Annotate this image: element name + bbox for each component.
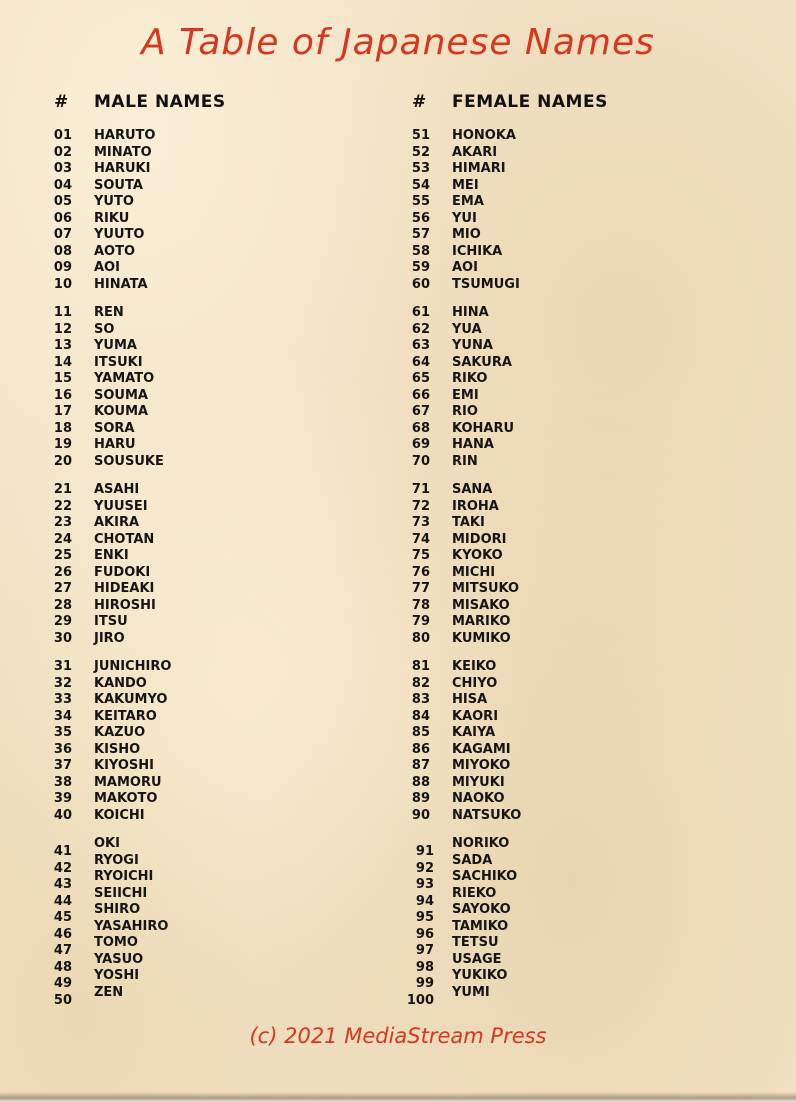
- name-number: 09: [53, 260, 72, 275]
- name-row: [38, 531, 155, 549]
- name-row: [38, 276, 148, 294]
- name-number: 55: [411, 194, 430, 209]
- name-text: MAMORU: [94, 774, 162, 790]
- name-number: 43: [53, 877, 72, 892]
- name-number: 04: [53, 177, 72, 193]
- name-number: 48: [53, 959, 72, 975]
- name-text: IROHA: [452, 498, 499, 514]
- name-row: [38, 548, 129, 565]
- name-text: HARUTO: [94, 128, 156, 143]
- name-row: [396, 675, 498, 693]
- name-row: [38, 354, 143, 372]
- name-row: [38, 305, 124, 322]
- name-row: [38, 161, 151, 178]
- name-number: 83: [411, 692, 430, 707]
- name-number: 20: [53, 453, 72, 469]
- name-number: 78: [411, 597, 430, 613]
- name-number: 56: [411, 210, 430, 226]
- name-row: [38, 482, 140, 499]
- name-row: [38, 260, 120, 277]
- female-group-4: [396, 659, 522, 824]
- name-number: 27: [53, 581, 72, 596]
- name-number: 28: [53, 597, 72, 613]
- name-text: YASAHIRO: [94, 918, 169, 934]
- name-number: 84: [411, 708, 430, 724]
- name-text: SOUMA: [94, 387, 148, 403]
- name-number: 18: [53, 420, 72, 436]
- name-number: 03: [53, 161, 72, 176]
- name-number: 73: [411, 515, 430, 530]
- copyright-footer: (c) 2021 MediaStream Press: [249, 1024, 547, 1048]
- name-text: SOUTA: [94, 177, 143, 193]
- name-text: ZEN: [94, 984, 124, 1000]
- name-text: YUNA: [452, 338, 493, 353]
- name-number: 68: [411, 420, 430, 436]
- name-text: RIEKO: [452, 885, 497, 901]
- name-text: MEI: [452, 177, 479, 193]
- name-text: SEIICHI: [94, 885, 148, 901]
- name-text: HISA: [452, 692, 488, 707]
- name-number: 91: [415, 844, 434, 859]
- name-text: ASAHI: [94, 482, 140, 497]
- male-group-4: [38, 659, 172, 824]
- name-text: KEIKO: [452, 659, 497, 674]
- name-row: [396, 371, 488, 388]
- name-number: 24: [53, 531, 72, 547]
- name-number: 32: [53, 675, 72, 691]
- name-row: [38, 128, 156, 145]
- name-number: 51: [411, 128, 430, 143]
- name-number: 26: [53, 564, 72, 580]
- name-row: [38, 177, 143, 195]
- name-number: 39: [53, 791, 72, 806]
- name-row: [396, 354, 512, 372]
- name-row: [38, 404, 149, 421]
- page-bottom-edge: [0, 1092, 796, 1102]
- name-number: 45: [53, 910, 72, 925]
- name-number: 22: [53, 498, 72, 514]
- name-number: 14: [53, 354, 72, 370]
- name-text: NORIKO: [452, 836, 510, 851]
- name-row: [396, 614, 511, 631]
- name-text: SACHIKO: [452, 869, 518, 884]
- name-number: 19: [53, 437, 72, 452]
- name-number: 54: [411, 177, 430, 193]
- name-row: [396, 243, 503, 261]
- name-row: [396, 708, 499, 726]
- name-row: [38, 453, 164, 471]
- name-row: [396, 194, 484, 211]
- name-row: [396, 531, 507, 549]
- name-row: [396, 321, 482, 339]
- name-row: [396, 161, 506, 178]
- name-row: [396, 564, 496, 582]
- name-text: HARUKI: [94, 161, 151, 176]
- name-text: RIKO: [452, 371, 488, 386]
- name-text: JIRO: [94, 630, 125, 646]
- name-number: 23: [53, 515, 72, 530]
- name-row: [38, 194, 134, 211]
- male-number-header: #: [54, 92, 69, 112]
- name-row: [396, 305, 489, 322]
- name-text: MIDORI: [452, 531, 507, 547]
- female-last-group-numbers: [400, 844, 434, 1009]
- name-text: YOSHI: [94, 968, 140, 983]
- name-text: KUMIKO: [452, 630, 511, 646]
- name-text: RYOGI: [94, 852, 139, 868]
- name-row: [38, 338, 137, 355]
- name-number: 02: [53, 144, 72, 160]
- name-row: [396, 758, 511, 775]
- name-row: [38, 630, 125, 648]
- name-number: 85: [411, 725, 430, 740]
- name-row: [396, 807, 522, 825]
- male-last-group-numbers: [38, 844, 72, 1009]
- name-number: 90: [411, 807, 430, 823]
- name-text: MARIKO: [452, 614, 511, 629]
- name-number: 33: [53, 692, 72, 707]
- name-text: ITSU: [94, 614, 128, 629]
- name-text: MINATO: [94, 144, 152, 160]
- name-number: 72: [411, 498, 430, 514]
- name-row: [396, 659, 497, 676]
- name-text: KAKUMYO: [94, 692, 168, 707]
- female-group-3: [396, 482, 520, 647]
- name-text: HARU: [94, 437, 136, 452]
- name-row: [396, 692, 488, 709]
- name-text: KOICHI: [94, 807, 145, 823]
- name-row: [38, 807, 145, 825]
- name-row: [38, 437, 136, 454]
- name-number: 58: [411, 243, 430, 259]
- name-row: [396, 227, 481, 244]
- name-number: 15: [53, 371, 72, 386]
- name-number: 69: [411, 437, 430, 452]
- name-number: 79: [411, 614, 430, 629]
- name-number: 46: [53, 926, 72, 942]
- name-row: [396, 437, 494, 454]
- name-number: 16: [53, 387, 72, 403]
- name-row: [396, 515, 485, 532]
- name-number: 59: [411, 260, 430, 275]
- name-text: HIMARI: [452, 161, 506, 176]
- name-row: [38, 581, 155, 598]
- name-row: [396, 548, 503, 565]
- male-group-2: [38, 305, 164, 470]
- name-row: [38, 387, 148, 405]
- name-text: HONOKA: [452, 128, 516, 143]
- name-row: [38, 243, 136, 261]
- name-number: 66: [411, 387, 430, 403]
- male-group-1: [38, 128, 156, 293]
- name-number: 96: [415, 926, 434, 942]
- name-text: KAIYA: [452, 725, 496, 740]
- name-text: YASUO: [94, 951, 144, 967]
- name-number: 98: [415, 959, 434, 975]
- name-text: ENKI: [94, 548, 129, 563]
- name-number: 31: [53, 659, 72, 674]
- name-row: [396, 420, 515, 438]
- name-text: KANDO: [94, 675, 147, 691]
- name-text: SAKURA: [452, 354, 512, 370]
- name-number: 63: [411, 338, 430, 353]
- name-text: RYOICHI: [94, 869, 154, 884]
- name-text: HINA: [452, 305, 489, 320]
- name-text: KEITARO: [94, 708, 157, 724]
- name-text: SOUSUKE: [94, 453, 164, 469]
- name-text: KYOKO: [452, 548, 503, 563]
- name-row: [396, 498, 499, 516]
- name-number: 01: [53, 128, 72, 143]
- name-row: [396, 791, 505, 808]
- name-text: YUUSEI: [94, 498, 148, 514]
- name-text: ITSUKI: [94, 354, 143, 370]
- name-text: MAKOTO: [94, 791, 158, 806]
- name-text: YUMA: [94, 338, 137, 353]
- name-number: 60: [411, 276, 430, 292]
- name-text: RIKU: [94, 210, 130, 226]
- name-number: 64: [411, 354, 430, 370]
- name-text: KAZUO: [94, 725, 146, 740]
- name-row: [396, 404, 478, 421]
- name-text: KOHARU: [452, 420, 515, 436]
- female-names-header: FEMALE NAMES: [452, 92, 608, 112]
- name-row: [396, 741, 511, 759]
- name-text: YUUTO: [94, 227, 145, 242]
- name-text: EMA: [452, 194, 484, 209]
- name-text: ICHIKA: [452, 243, 503, 259]
- name-number: 87: [411, 758, 430, 773]
- name-text: TOMO: [94, 935, 138, 950]
- name-text: HINATA: [94, 276, 148, 292]
- name-number: 95: [415, 910, 434, 925]
- name-number: 37: [53, 758, 72, 773]
- female-number-header: #: [412, 92, 427, 112]
- name-number: 81: [411, 659, 430, 674]
- name-number: 61: [411, 305, 430, 320]
- name-number: 29: [53, 614, 72, 629]
- name-number: 13: [53, 338, 72, 353]
- name-number: 88: [411, 774, 430, 790]
- name-number: 35: [53, 725, 72, 740]
- name-number: 34: [53, 708, 72, 724]
- name-row: [396, 630, 511, 648]
- name-row: [396, 725, 496, 742]
- name-number: 82: [411, 675, 430, 691]
- name-text: TAMIKO: [452, 918, 509, 934]
- name-row: [396, 597, 510, 615]
- name-row: [38, 675, 147, 693]
- female-group-1: [396, 128, 520, 293]
- name-number: 07: [53, 227, 72, 242]
- name-number: 52: [411, 144, 430, 160]
- name-text: CHOTAN: [94, 531, 155, 547]
- name-text: MIO: [452, 227, 481, 242]
- name-text: SANA: [452, 482, 493, 497]
- name-text: YUTO: [94, 194, 134, 209]
- name-row: [38, 210, 130, 228]
- name-text: TETSU: [452, 935, 499, 950]
- name-text: MICHI: [452, 564, 496, 580]
- name-number: 36: [53, 741, 72, 757]
- name-text: MIYOKO: [452, 758, 511, 773]
- name-text: SADA: [452, 852, 493, 868]
- name-row: [38, 791, 158, 808]
- name-number: 75: [411, 548, 430, 563]
- name-row: [38, 321, 115, 339]
- name-row: [38, 758, 154, 775]
- name-number: 25: [53, 548, 72, 563]
- name-number: 50: [53, 992, 72, 1008]
- name-text: SAYOKO: [452, 902, 511, 917]
- name-row: [396, 387, 479, 405]
- name-number: 67: [411, 404, 430, 419]
- name-row: [38, 725, 146, 742]
- name-number: 47: [53, 943, 72, 958]
- name-row: [38, 708, 157, 726]
- female-group-2: [396, 305, 515, 470]
- name-text: AOI: [452, 260, 478, 275]
- male-last-group-names: [94, 836, 168, 1001]
- name-number: 97: [415, 943, 434, 958]
- name-text: NAOKO: [452, 791, 505, 806]
- name-number: 70: [411, 453, 430, 469]
- name-number: 92: [415, 860, 434, 876]
- name-number: 41: [53, 844, 72, 859]
- name-number: 99: [415, 976, 434, 991]
- name-number: 40: [53, 807, 72, 823]
- name-number: 53: [411, 161, 430, 176]
- name-number: 57: [411, 227, 430, 242]
- name-number: 77: [411, 581, 430, 596]
- name-number: 06: [53, 210, 72, 226]
- name-text: SO: [94, 321, 115, 337]
- name-row: [396, 581, 520, 598]
- name-text: SHIRO: [94, 902, 141, 917]
- name-text: KAGAMI: [452, 741, 511, 757]
- name-row: [38, 614, 128, 631]
- name-number: 10: [53, 276, 72, 292]
- name-row: [396, 276, 520, 294]
- name-row: [396, 774, 505, 792]
- name-number: 42: [53, 860, 72, 876]
- name-row: [396, 260, 478, 277]
- name-row: [38, 692, 168, 709]
- name-number: 49: [53, 976, 72, 991]
- name-number: 44: [53, 893, 72, 909]
- name-row: [38, 515, 140, 532]
- name-text: NATSUKO: [452, 807, 522, 823]
- name-number: 05: [53, 194, 72, 209]
- male-names-header: MALE NAMES: [94, 92, 226, 112]
- name-row: [396, 338, 493, 355]
- name-text: RIO: [452, 404, 478, 419]
- name-number: 80: [411, 630, 430, 646]
- name-number: 71: [411, 482, 430, 497]
- name-number: 76: [411, 564, 430, 580]
- name-text: REN: [94, 305, 124, 320]
- name-row: [396, 144, 498, 162]
- name-text: MITSUKO: [452, 581, 520, 596]
- name-number: 30: [53, 630, 72, 646]
- name-number: 08: [53, 243, 72, 259]
- name-row: [38, 371, 155, 388]
- name-text: MIYUKI: [452, 774, 505, 790]
- name-row: [396, 482, 493, 499]
- name-number: 62: [411, 321, 430, 337]
- name-row: [38, 597, 156, 615]
- name-row: [38, 564, 151, 582]
- name-text: AKARI: [452, 144, 498, 160]
- name-number: 21: [53, 482, 72, 497]
- name-text: EMI: [452, 387, 479, 403]
- name-text: OKI: [94, 836, 120, 851]
- name-text: HIDEAKI: [94, 581, 155, 596]
- name-text: AOI: [94, 260, 120, 275]
- name-row: [38, 227, 145, 244]
- male-group-3: [38, 482, 156, 647]
- name-number: 100: [406, 992, 434, 1008]
- name-text: YUMI: [452, 984, 490, 1000]
- name-row: [396, 128, 516, 145]
- name-number: 93: [415, 877, 434, 892]
- name-number: 17: [53, 404, 72, 419]
- name-number: 11: [53, 305, 72, 320]
- name-text: FUDOKI: [94, 564, 151, 580]
- name-text: TAKI: [452, 515, 485, 530]
- name-text: AOTO: [94, 243, 136, 259]
- name-text: CHIYO: [452, 675, 498, 691]
- name-number: 86: [411, 741, 430, 757]
- name-row: [396, 453, 478, 471]
- name-text: KAORI: [452, 708, 499, 724]
- name-row: [38, 741, 141, 759]
- name-text: JUNICHIRO: [94, 659, 172, 674]
- name-text: HANA: [452, 437, 494, 452]
- name-text: KISHO: [94, 741, 141, 757]
- name-number: 65: [411, 371, 430, 386]
- name-row: [396, 210, 477, 228]
- name-text: YUI: [452, 210, 477, 226]
- name-row: [38, 659, 172, 676]
- name-text: KOUMA: [94, 404, 149, 419]
- name-text: USAGE: [452, 951, 502, 967]
- name-text: AKIRA: [94, 515, 140, 530]
- name-text: HIROSHI: [94, 597, 156, 613]
- name-text: YUKIKO: [452, 968, 508, 983]
- name-number: 12: [53, 321, 72, 337]
- name-number: 38: [53, 774, 72, 790]
- name-text: TSUMUGI: [452, 276, 520, 292]
- name-text: YAMATO: [94, 371, 155, 386]
- name-row: [38, 144, 152, 162]
- name-number: 94: [415, 893, 434, 909]
- name-number: 89: [411, 791, 430, 806]
- name-number: 74: [411, 531, 430, 547]
- name-row: [38, 498, 148, 516]
- name-row: [396, 177, 479, 195]
- name-text: MISAKO: [452, 597, 510, 613]
- female-last-group-names: [452, 836, 517, 1001]
- page-title: A Table of Japanese Names: [141, 22, 655, 63]
- name-text: YUA: [452, 321, 482, 337]
- name-text: SORA: [94, 420, 135, 436]
- name-row: [38, 420, 135, 438]
- name-text: KIYOSHI: [94, 758, 154, 773]
- name-row: [38, 774, 162, 792]
- name-text: RIN: [452, 453, 478, 469]
